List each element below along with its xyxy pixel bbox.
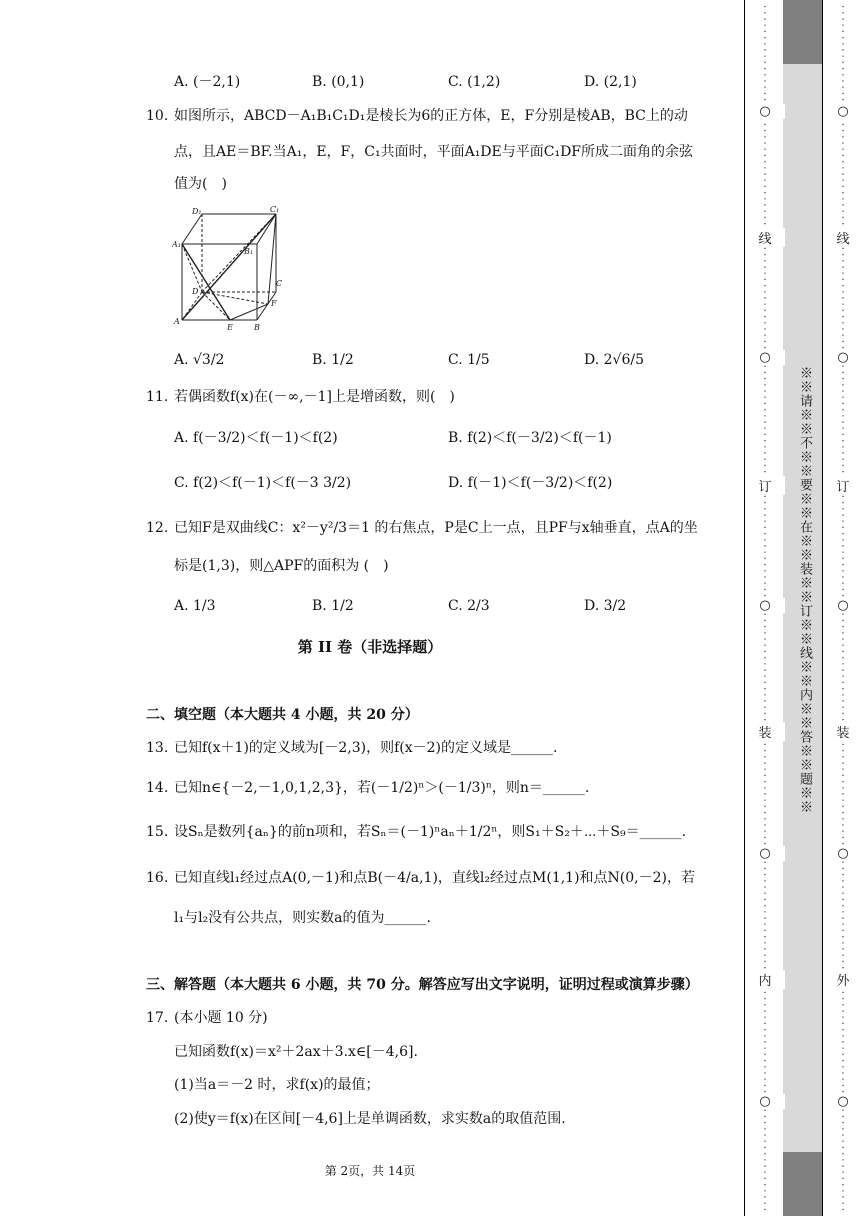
q11-option-b: B. f(2)＜f(－3/2)＜f(－1) — [448, 430, 612, 446]
q10-option-a: A. √3/2 — [174, 352, 225, 368]
q17-number: 17. — [146, 1010, 169, 1026]
q9-option-d: D. (2,1) — [584, 74, 637, 90]
q12-option-d: D. 3/2 — [584, 598, 627, 614]
inner-circle-1: ○ — [745, 104, 785, 119]
q15-text: 设Sₙ是数列{aₙ}的前n项和，若Sₙ＝(－1)ⁿaₙ＋1/2ⁿ，则S₁＋S₂＋⋯＋S₉＝______. — [174, 824, 687, 840]
fig-label-f: F — [271, 299, 277, 308]
outer-circle-5: ○ — [823, 1094, 860, 1109]
inner-circle-2: ○ — [745, 350, 785, 365]
section2-heading: 二、填空题（本大题共 4 小题，共 20 分） — [146, 707, 419, 723]
q12-text-line2: 标是(1,3)，则△APF的面积为 ( ) — [174, 558, 389, 574]
q12-option-a: A. 1/3 — [174, 598, 216, 614]
inner-char-nei: 内 — [745, 970, 785, 989]
notice-strip-cap-top — [783, 0, 823, 64]
outer-char-wai: 外 — [823, 970, 860, 989]
q9-option-c: C. (1,2) — [448, 74, 501, 90]
inner-circle-4: ○ — [745, 846, 785, 861]
q13-text: 已知f(x＋1)的定义域为[－2,3)，则f(x－2)的定义域是______. — [174, 740, 558, 756]
page-footer: 第 2页，共 14页 — [324, 1164, 416, 1178]
q17-header: (本小题 10 分) — [174, 1010, 268, 1026]
outer-char-zhuang: 装 — [823, 722, 860, 741]
q9-option-b: B. (0,1) — [312, 74, 365, 90]
fig-label-b1: B₁ — [244, 247, 254, 256]
q11-option-a: A. f(－3/2)＜f(－1)＜f(2) — [174, 430, 338, 446]
q16-text-line1: 已知直线l₁经过点A(0,－1)和点B(－4/a,1)，直线l₂经过点M(1,1)和点N(0,－2)，若 — [174, 870, 695, 886]
q10-option-b: B. 1/2 — [312, 352, 354, 368]
inner-char-ding: 订 — [745, 476, 785, 495]
q9-option-a: A. (－2,1) — [174, 74, 241, 90]
outer-char-xian: 线 — [823, 228, 860, 247]
q10-option-c: C. 1/5 — [448, 352, 490, 368]
notice-strip-cap-bottom — [783, 1152, 823, 1216]
fig-label-a: A — [174, 317, 180, 326]
q16-number: 16. — [146, 870, 169, 886]
outer-circle-4: ○ — [823, 846, 860, 861]
q12-number: 12. — [146, 520, 169, 536]
q11-number: 11. — [146, 389, 169, 405]
q11-text: 若偶函数f(x)在(－∞,－1]上是增函数，则( ) — [174, 389, 455, 405]
outer-circle-1: ○ — [823, 104, 860, 119]
inner-char-xian: 线 — [745, 228, 785, 247]
q17-text-line2: (1)当a＝－2 时，求f(x)的最值； — [174, 1077, 380, 1093]
q14-number: 14. — [146, 780, 169, 796]
q16-text-line2: l₁与l₂没有公共点，则实数a的值为______. — [174, 910, 431, 926]
fig-label-d1: D₁ — [192, 207, 202, 216]
q12-text-line1: 已知F是双曲线C：x²－y²/3＝1 的右焦点，P是C上一点，且PF与x轴垂直，点A的坐 — [174, 520, 698, 536]
fig-label-e: E — [227, 323, 233, 332]
part2-title: 第 II 卷（非选择题） — [297, 638, 443, 656]
q14-text: 已知n∈{－2,－1,0,1,2,3}，若(－1/2)ⁿ＞(－1/3)ⁿ，则n＝______. — [174, 780, 590, 796]
fig-label-c1: C₁ — [270, 205, 280, 214]
outer-circle-3: ○ — [823, 598, 860, 613]
notice-text: ※※请※※不※※要※※在※※装※※订※※线※※内※※答※※题※※ — [797, 366, 812, 814]
q10-option-d: D. 2√6/5 — [584, 352, 644, 368]
fig-label-d: D — [192, 287, 199, 296]
q17-text-line3: (2)使y＝f(x)在区间[－4,6]上是单调函数，求实数a的取值范围. — [174, 1111, 566, 1127]
q12-option-b: B. 1/2 — [312, 598, 354, 614]
q10-text-line3: 值为( ) — [174, 176, 227, 192]
inner-circle-5: ○ — [745, 1094, 785, 1109]
cube-figure — [172, 202, 284, 332]
q12-option-c: C. 2/3 — [448, 598, 490, 614]
q10-text-line2: 点，且AE＝BF.当A₁，E，F，C₁共面时，平面A₁DE与平面C₁DF所成二面角的余弦 — [174, 144, 694, 160]
q11-option-d: D. f(－1)＜f(－3/2)＜f(2) — [448, 475, 613, 491]
outer-circle-2: ○ — [823, 350, 860, 365]
q17-text-line1: 已知函数f(x)＝x²＋2ax＋3.x∈[－4,6]. — [174, 1044, 418, 1060]
inner-char-zhuang: 装 — [745, 722, 785, 741]
q11-option-c: C. f(2)＜f(－1)＜f(－3 3/2) — [174, 475, 352, 491]
fig-label-b: B — [254, 323, 260, 332]
outer-char-ding: 订 — [823, 476, 860, 495]
q10-text-line1: 如图所示，ABCD－A₁B₁C₁D₁是棱长为6的正方体，E，F分别是棱AB，BC上的动 — [174, 108, 688, 124]
section3-heading: 三、解答题（本大题共 6 小题，共 70 分。解答应写出文字说明，证明过程或演算步骤） — [146, 977, 699, 993]
fig-label-a1: A₁ — [172, 240, 181, 249]
q10-number: 10. — [146, 108, 169, 124]
inner-circle-3: ○ — [745, 598, 785, 613]
q15-number: 15. — [146, 824, 169, 840]
q13-number: 13. — [146, 740, 169, 756]
fig-label-c: C — [276, 279, 283, 288]
